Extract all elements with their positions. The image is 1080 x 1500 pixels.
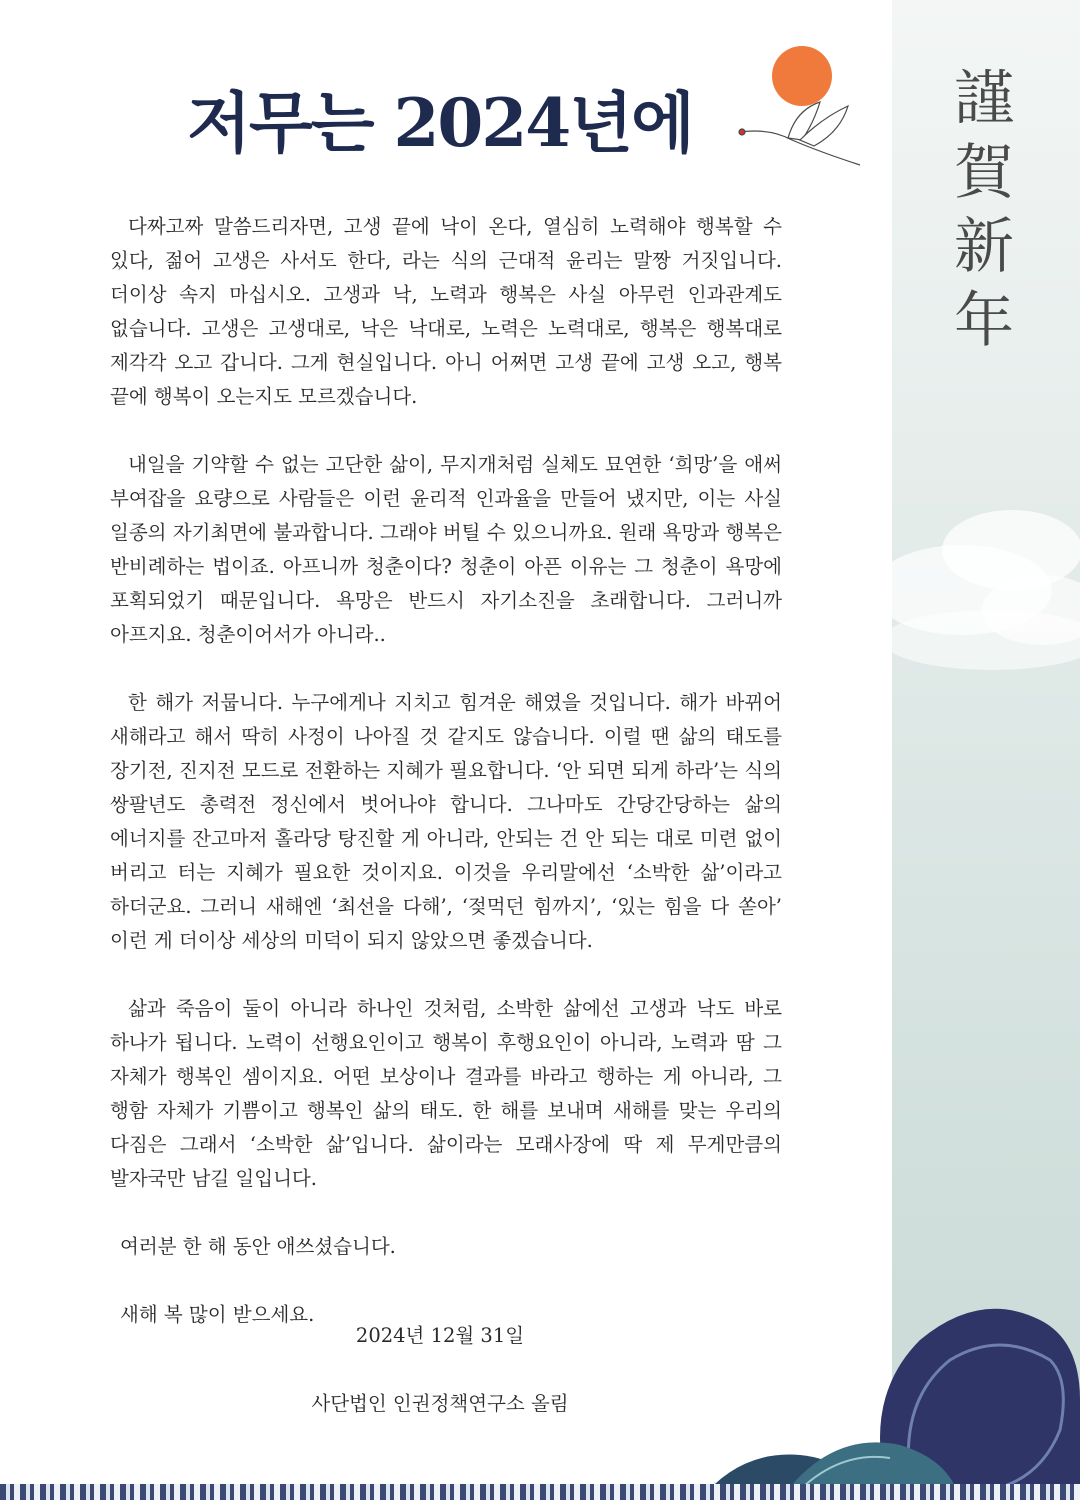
letter-date: 2024년 12월 31일	[355, 1324, 525, 1347]
page-title: 저무는 2024년에	[187, 84, 693, 162]
sun-and-crane-illustration	[730, 40, 870, 180]
letter-paragraph: 내일을 기약할 수 없는 고단한 삶이, 무지개처럼 실체도 묘연한 ‘희망’을 애써 부여잡을 요량으로 사람들은 이런 윤리적 인과율을 만들어 냈지만, 이는 사실 일종의 자기최면에 불과합니다. 그래야 버틸 수 있으니까요. 원래 욕망과 행복은 반비례하는 법이죠. 아프니까 청춘이다? 청춘이 아픈 이유는 그 청춘이 욕망에 포획되었기 때문입니다. 욕망은 반드시 자기소진을 초래합니다. 그러니까 아프지요. 청춘이어서가 아니라..	[110, 453, 782, 646]
hanja-char: 新	[954, 212, 1014, 282]
closing-thanks: 여러분 한 해 동안 애쓰셨습니다.	[120, 1235, 396, 1258]
crane-icon	[739, 102, 860, 165]
side-hanja-greeting	[934, 62, 1034, 358]
letter-signature: 사단법인 인권정책연구소 올림	[311, 1392, 569, 1415]
hanja-char: 賀	[954, 138, 1014, 208]
letter-paragraph: 한 해가 저뭅니다. 누구에게나 지치고 힘겨운 해였을 것입니다. 해가 바뀌어 새해라고 해서 딱히 사정이 나아질 것 같지도 않습니다. 이럴 땐 삶의 태도를 장기전, 진지전 모드로 전환하는 지혜가 필요합니다. ‘안 되면 되게 하라’는 식의 쌍팔년도 총력전 정신에서 벗어나야 합니다. 그나마도 간당간당하는 삶의 에너지를 잔고마저 홀라당 탕진할 게 아니라, 안되는 건 안 되는 대로 미련 없이 버리고 터는 지혜가 필요한 것이지요. 이것을 우리말에선 ‘소박한 삶’이라고 하더군요. 그러니 새해엔 ‘최선을 다해’, ‘젖먹던 힘까지’, ‘있는 힘을 다 쏟아’ 이런 게 더이상 세상의 미덕이 되지 않았으면 좋겠습니다.	[110, 691, 782, 952]
letter-body	[110, 210, 782, 1366]
hanja-char: 年	[954, 286, 1014, 356]
letter-paragraph: 다짜고짜 말씀드리자면, 고생 끝에 낙이 온다, 열심히 노력해야 행복할 수 있다, 젊어 고생은 사서도 한다, 라는 식의 근대적 윤리는 말짱 거짓입니다. 더이상 속지 마십시오. 고생과 낙, 노력과 행복은 사실 아무런 인과관계도 없습니다. 고생은 고생대로, 낙은 낙대로, 노력은 노력대로, 행복은 행복대로 제각각 오고 갑니다. 그게 현실입니다. 아니 어쩌면 고생 끝에 고생 오고, 행복 끝에 행복이 오는지도 모르겠습니다.	[110, 215, 782, 408]
letter-paragraph: 삶과 죽음이 둘이 아니라 하나인 것처럼, 소박한 삶에선 고생과 낙도 바로 하나가 됩니다. 노력이 선행요인이고 행복이 후행요인이 아니라, 노력과 땀 그 자체가 행복인 셈이지요. 어떤 보상이나 결과를 바라고 행하는 게 아니라, 그 행함 자체가 기쁨이고 행복인 삶의 태도. 한 해를 보내며 새해를 맞는 우리의 다짐은 그래서 ‘소박한 삶’입니다. 삶이라는 모래사장에 딱 제 무게만큼의 발자국만 남길 일입니다.	[110, 997, 782, 1190]
cloud-illustration	[892, 400, 1080, 700]
hanja-char: 謹	[954, 64, 1014, 134]
decorative-border	[0, 1484, 1080, 1500]
sun-icon	[772, 46, 832, 106]
mountain-illustration	[660, 1280, 1080, 1500]
closing-greeting: 새해 복 많이 받으세요.	[120, 1303, 315, 1326]
